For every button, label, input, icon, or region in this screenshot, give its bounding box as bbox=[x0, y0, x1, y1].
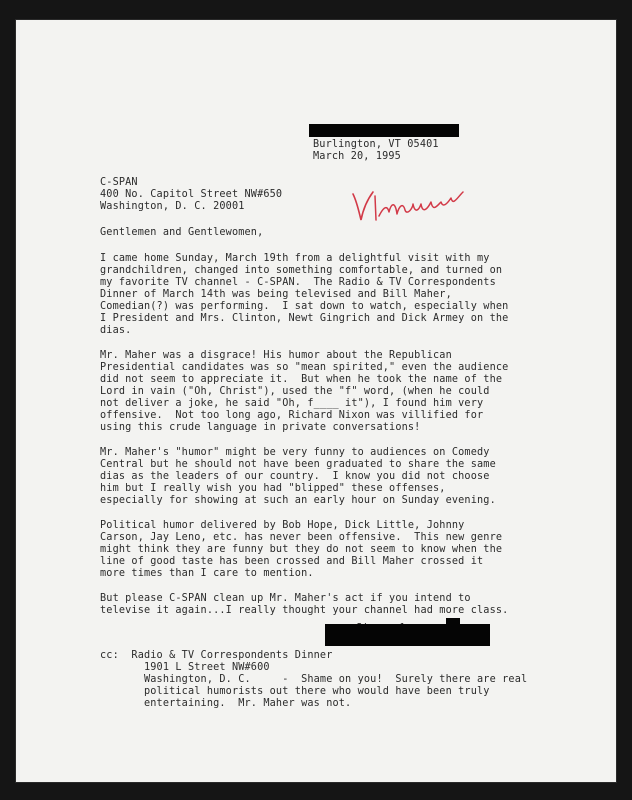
cc-line-5: entertaining. Mr. Maher was not. bbox=[100, 698, 352, 709]
paragraph-5-line-2: televise it again...I really thought your channel had more class. bbox=[100, 605, 509, 616]
paragraph-4-line-2: Carson, Jay Leno, etc. has never been offensive. This new genre bbox=[100, 532, 503, 543]
paragraph-1-line-7: dias. bbox=[100, 325, 132, 336]
paragraph-4-line-5: more times than I care to mention. bbox=[100, 568, 314, 579]
recipient-line-1: C-SPAN bbox=[100, 177, 138, 188]
paragraph-5-line-1: But please C-SPAN clean up Mr. Maher's act if you intend to bbox=[100, 593, 471, 604]
paragraph-1-line-6: I President and Mrs. Clinton, Newt Gingrich and Dick Armey on the bbox=[100, 313, 509, 324]
paragraph-2-line-2: Presidential candidates was so "mean spirited," even the audience bbox=[100, 362, 509, 373]
sender-address-line-1: Burlington, VT 05401 bbox=[313, 139, 439, 150]
paragraph-3-line-3: dias as the leaders of our country. I know you did not choose bbox=[100, 471, 490, 482]
salutation: Gentlemen and Gentlewomen, bbox=[100, 227, 264, 238]
paragraph-3-line-4: him but I really wish you had "blipped" these offenses, bbox=[100, 483, 446, 494]
paragraph-2-line-7: using this crude language in private conversations! bbox=[100, 422, 421, 433]
paragraph-1-line-4: Dinner of March 14th was being televised and Bill Maher, bbox=[100, 289, 452, 300]
paragraph-4-line-1: Political humor delivered by Bob Hope, Dick Little, Johnny bbox=[100, 520, 465, 531]
recipient-line-3: Washington, D. C. 20001 bbox=[100, 201, 245, 212]
cc-line-3: Washington, D. C. - Shame on you! Surely there are real bbox=[100, 674, 528, 685]
paragraph-4-line-4: line of good taste has been crossed and Bill Maher crossed it bbox=[100, 556, 484, 567]
cc-line-4: political humorists out there who would have been truly bbox=[100, 686, 490, 697]
recipient-line-2: 400 No. Capitol Street NW#650 bbox=[100, 189, 283, 200]
paragraph-1-line-2: grandchildren, changed into something comfortable, and turned on bbox=[100, 265, 503, 276]
paragraph-2-line-3: did not seem to appreciate it. But when he took the name of the bbox=[100, 374, 503, 385]
paragraph-1-line-1: I came home Sunday, March 19th from a delightful visit with my bbox=[100, 253, 490, 264]
cc-line-2: 1901 L Street NW#600 bbox=[100, 662, 270, 673]
cc-line-1: cc: Radio & TV Correspondents Dinner bbox=[100, 650, 333, 661]
handwritten-note-maher bbox=[349, 186, 475, 228]
paragraph-3-line-1: Mr. Maher's "humor" might be very funny to audiences on Comedy bbox=[100, 447, 490, 458]
paragraph-3-line-5: especially for showing at such an early hour on Sunday evening. bbox=[100, 495, 496, 506]
paragraph-4-line-3: might think they are funny but they do not seem to know when the bbox=[100, 544, 503, 555]
paragraph-2-line-6: offensive. Not too long ago, Richard Nixon was villified for bbox=[100, 410, 484, 421]
letter-page bbox=[16, 20, 616, 782]
paragraph-2-line-1: Mr. Maher was a disgrace! His humor about the Republican bbox=[100, 350, 452, 361]
redaction-bar-sender-name bbox=[309, 124, 459, 137]
paragraph-3-line-2: Central but he should not have been graduated to share the same bbox=[100, 459, 496, 470]
paragraph-1-line-5: Comedian(?) was performing. I sat down to watch, especially when bbox=[100, 301, 509, 312]
sender-date: March 20, 1995 bbox=[313, 151, 401, 162]
paragraph-1-line-3: my favorite TV channel - C-SPAN. The Radio & TV Correspondents bbox=[100, 277, 496, 288]
redaction-bar-signature bbox=[325, 624, 490, 646]
paragraph-2-line-4: Lord in vain ("Oh, Christ"), used the "f" word, (when he could bbox=[100, 386, 490, 397]
paragraph-2-line-5: not deliver a joke, he said "Oh, f____ it"), I found him very bbox=[100, 398, 484, 409]
